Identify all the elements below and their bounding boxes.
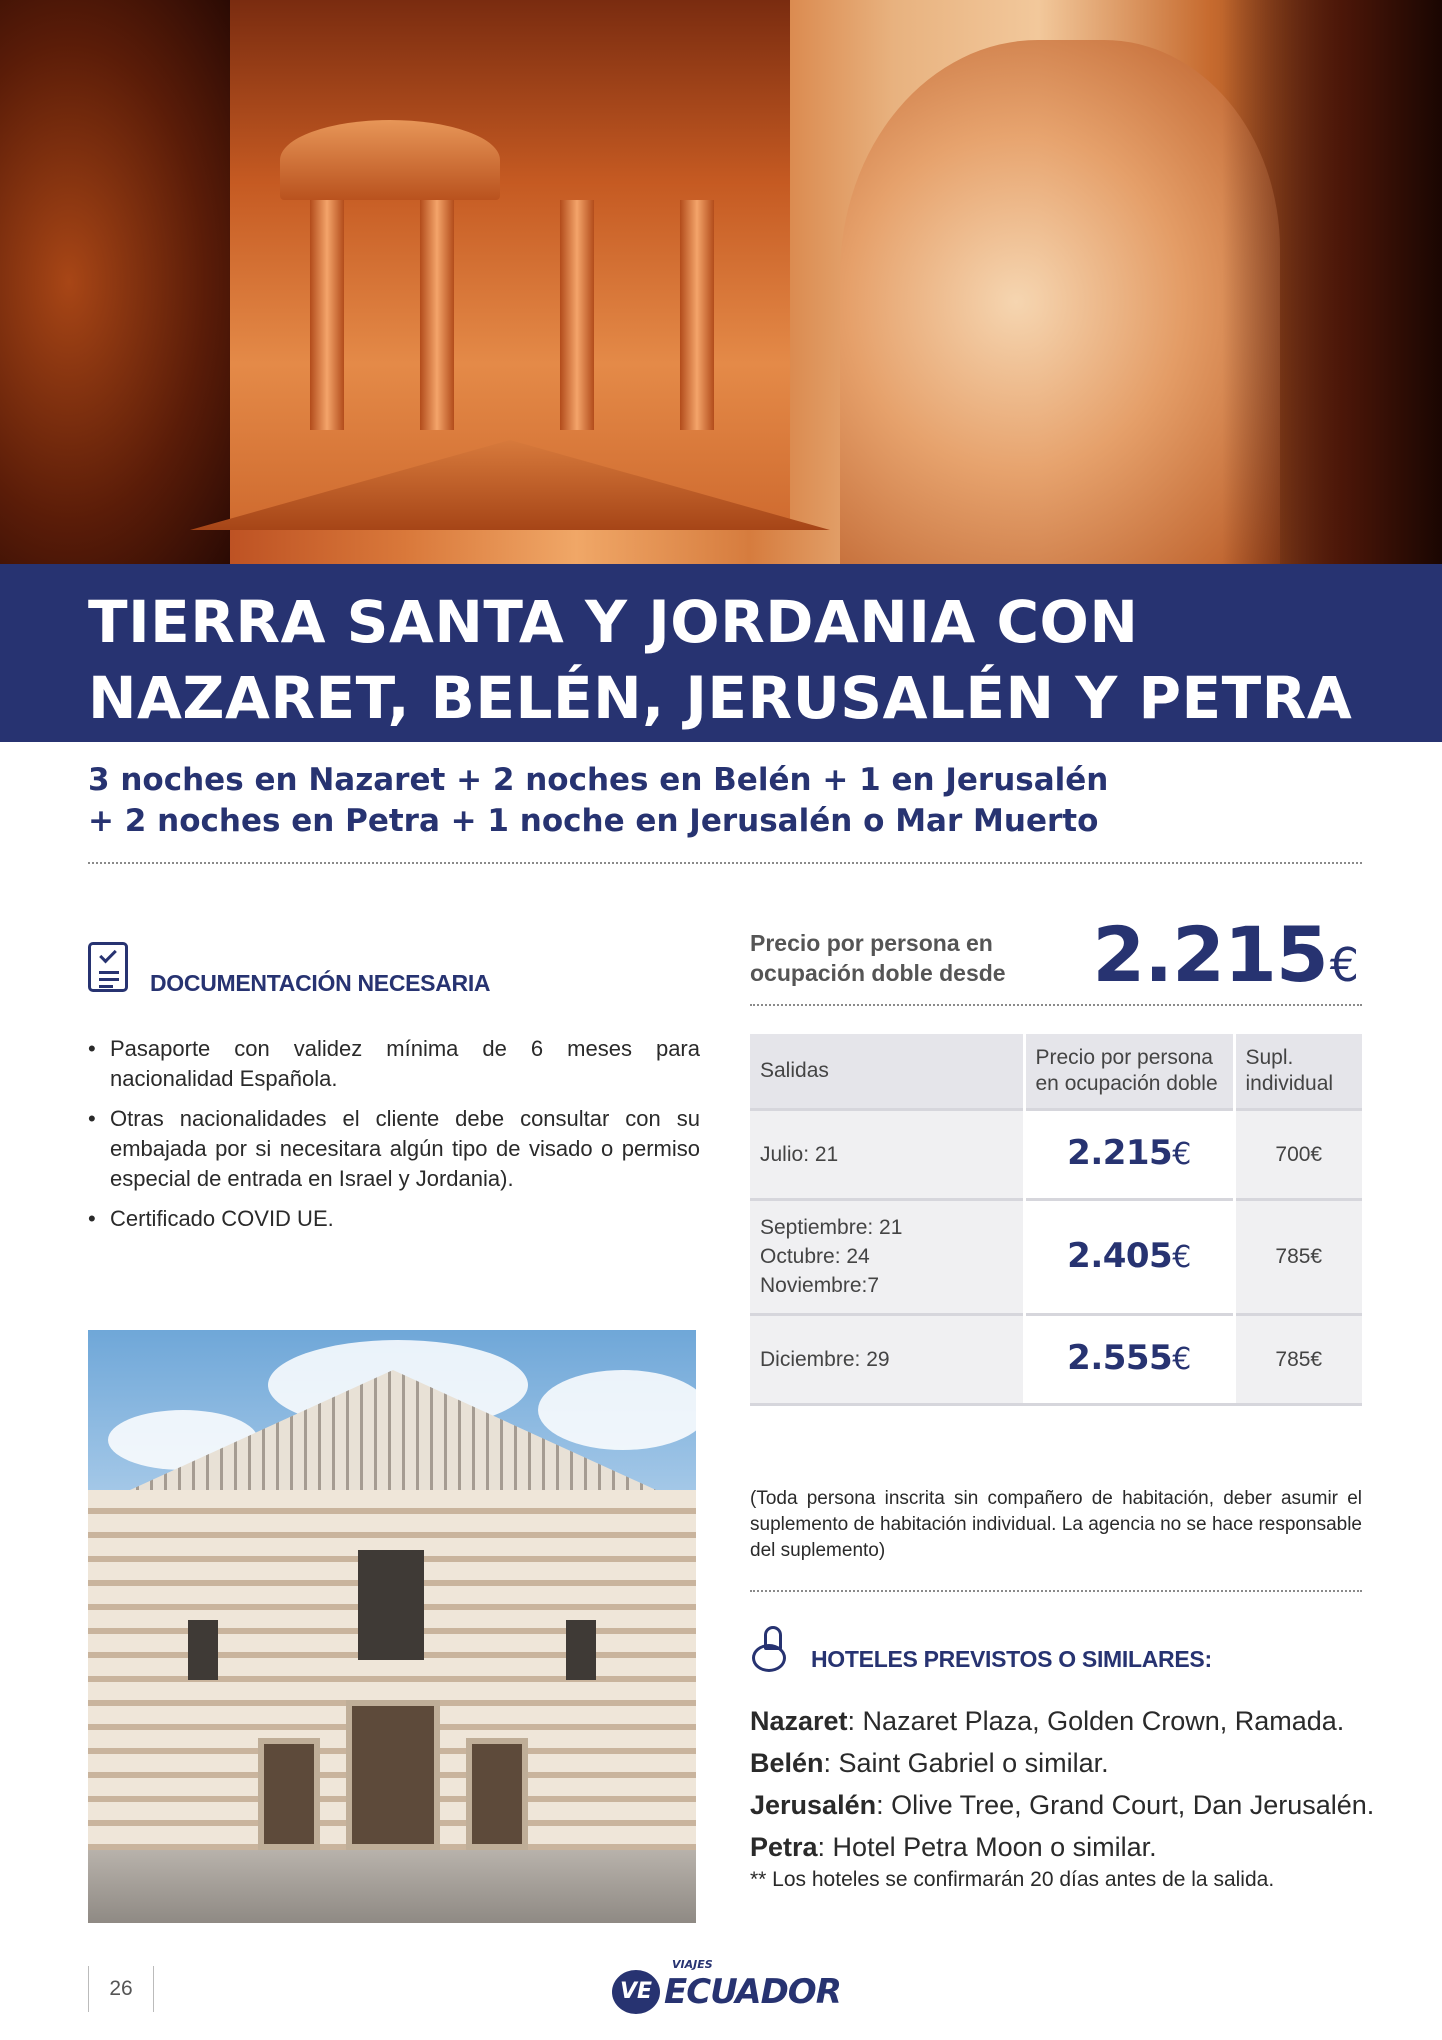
hotels-list	[750, 1700, 1410, 1868]
logo-viajes: VIAJES	[672, 1958, 713, 1971]
price-currency: €	[1329, 938, 1358, 992]
side-door	[258, 1738, 320, 1850]
page-title	[88, 584, 1352, 736]
main-door	[346, 1700, 440, 1850]
row-supplement: 785€	[1234, 1199, 1362, 1314]
logo-brand: ECUADOR	[664, 1972, 841, 2012]
row-price: 2.215€	[1024, 1109, 1234, 1199]
table-header-row	[750, 1034, 1362, 1109]
hotel-item: Nazaret: Nazaret Plaza, Golden Crown, Ramada.	[750, 1706, 1345, 1736]
viajes-ecuador-logo	[612, 1958, 841, 2018]
header-supplement: Supl. individual	[1234, 1034, 1362, 1109]
header-price: Precio por persona en ocupación doble	[1024, 1034, 1234, 1109]
title-line-2: NAZARET, BELÉN, JERUSALÉN Y PETRA	[88, 664, 1353, 732]
documentation-item: • Certificado COVID UE.	[88, 1204, 700, 1234]
price-label-line-1: Precio por persona en	[750, 930, 993, 956]
itinerary-subtitle	[88, 760, 1108, 842]
hotels-heading: HOTELES PREVISTOS O SIMILARES:	[811, 1646, 1212, 1672]
dotted-divider	[88, 862, 1362, 864]
logo-mark-icon: VE	[612, 1970, 660, 2014]
table-row	[750, 1199, 1362, 1314]
column	[420, 200, 454, 430]
plaza	[88, 1850, 696, 1923]
hotel-item: Petra: Hotel Petra Moon o similar.	[750, 1832, 1157, 1862]
dotted-divider	[750, 1590, 1362, 1592]
hotel-city: Jerusalén	[750, 1790, 877, 1820]
row-price: 2.555€	[1024, 1314, 1234, 1404]
table-row	[750, 1109, 1362, 1199]
treasury-tholos	[280, 120, 500, 200]
documentation-heading: DOCUMENTACIÓN NECESARIA	[150, 970, 491, 996]
documentation-list	[88, 1034, 700, 1244]
side-door	[466, 1738, 528, 1850]
price-from	[1092, 910, 1358, 999]
document-checklist-icon	[88, 942, 128, 992]
row-price: 2.405€	[1024, 1199, 1234, 1314]
hotel-item: Jerusalén: Olive Tree, Grand Court, Dan Jerusalén.	[750, 1790, 1375, 1820]
documentation-item: • Otras nacionalidades el cliente debe consultar con su embajada por si necesitara algún tipo de visado o permiso especial de entrada en Israel y Jordania).	[88, 1104, 700, 1194]
subtitle-line-1: 3 noches en Nazaret + 2 noches en Belén + 1 en Jerusalén	[88, 762, 1109, 798]
single-supplement-note: (Toda persona inscrita sin compañero de habitación, deber asumir el suplemento de habitación individual. La agencia no se hace responsable del suplemento)	[750, 1488, 1362, 1561]
title-band	[0, 564, 1442, 742]
dotted-divider	[750, 1004, 1362, 1006]
sandstone-rock	[840, 40, 1280, 564]
hotel-city: Nazaret	[750, 1706, 848, 1736]
price-amount: 2.215	[1092, 910, 1328, 999]
canyon-wall-left	[0, 0, 230, 564]
canyon-wall-right	[1222, 0, 1442, 564]
price-label-line-2: ocupación doble desde	[750, 960, 1006, 986]
departure-dates: Julio: 21	[750, 1109, 1024, 1199]
basilica-annunciation-photo	[88, 1330, 696, 1923]
hotel-item: Belén: Saint Gabriel o similar.	[750, 1748, 1109, 1778]
hotel-city: Petra	[750, 1832, 818, 1862]
price-label	[750, 928, 1006, 988]
price-table	[750, 1034, 1362, 1406]
page-number: 26	[88, 1966, 154, 2012]
row-supplement: 700€	[1234, 1109, 1362, 1199]
table-row	[750, 1314, 1362, 1404]
departure-dates: Diciembre: 29	[750, 1314, 1024, 1404]
hotel-tag-icon	[750, 1626, 792, 1674]
hotel-city: Belén	[750, 1748, 824, 1778]
documentation-item: • Pasaporte con validez mínima de 6 meses para nacionalidad Española.	[88, 1034, 700, 1094]
hotels-footnote: ** Los hoteles se confirmarán 20 días antes de la salida.	[750, 1868, 1275, 1891]
title-line-1: TIERRA SANTA Y JORDANIA CON	[88, 588, 1139, 656]
column	[680, 200, 714, 430]
departure-dates: Septiembre: 21 Octubre: 24 Noviembre:7	[750, 1199, 1024, 1314]
row-supplement: 785€	[1234, 1314, 1362, 1404]
column	[310, 200, 344, 430]
header-departures: Salidas	[750, 1034, 1024, 1109]
column	[560, 200, 594, 430]
hero-photo-petra	[0, 0, 1442, 564]
subtitle-line-2: + 2 noches en Petra + 1 noche en Jerusalén o Mar Muerto	[88, 803, 1099, 839]
